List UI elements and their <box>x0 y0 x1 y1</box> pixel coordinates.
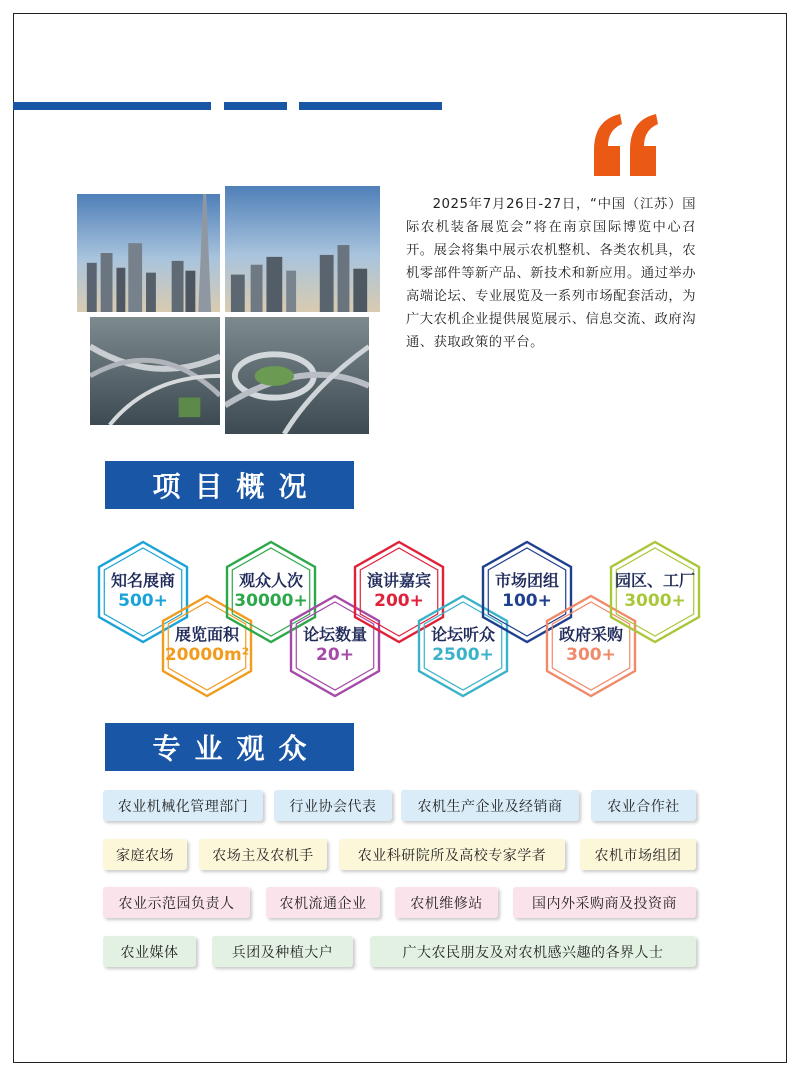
stat-label: 演讲嘉宾 <box>366 571 431 590</box>
section-title-overview: 项目概况 <box>105 461 354 509</box>
stat-label: 论坛听众 <box>430 625 495 644</box>
stat-cell <box>221 571 321 612</box>
audience-tag: 行业协会代表 <box>274 790 392 821</box>
audience-tag: 农场主及农机手 <box>199 839 327 870</box>
stat-value: 300+ <box>566 645 616 665</box>
stat-value: 500+ <box>118 591 168 611</box>
audience-tag: 家庭农场 <box>103 839 187 870</box>
stat-cell <box>605 571 705 612</box>
header-bar-2 <box>224 102 287 110</box>
stat-value: 30000+ <box>234 591 308 611</box>
audience-tag: 农业示范园负责人 <box>103 887 250 918</box>
stat-label: 园区、工厂 <box>614 571 695 590</box>
opening-quote-icon <box>590 110 662 180</box>
stat-cell <box>541 625 641 666</box>
audience-tag: 农机维修站 <box>395 887 498 918</box>
stat-label: 展览面积 <box>174 625 239 644</box>
audience-tag: 兵团及种植大户 <box>212 936 353 967</box>
stat-cell <box>413 625 513 666</box>
audience-tag: 农业合作社 <box>591 790 696 821</box>
stat-cell <box>93 571 193 612</box>
audience-tag: 国内外采购商及投资商 <box>513 887 696 918</box>
stat-label: 政府采购 <box>558 625 623 644</box>
stat-label: 市场团组 <box>494 571 559 590</box>
audience-tag: 农机市场组团 <box>580 839 696 870</box>
stat-label: 知名展商 <box>110 571 175 590</box>
stat-cell <box>157 625 257 666</box>
header-bar-1 <box>13 102 211 110</box>
city-photo-tile-2 <box>224 185 381 313</box>
stat-cell <box>349 571 449 612</box>
intro-paragraph: 2025年7月26日-27日，“中国（江苏）国际农机装备展览会”将在南京国际博览中心召开。展会将集中展示农机整机、各类农机具，农机零部件等新产品、新技术和新应用。通过举办高端论坛、专业展览及一系列市场配套活动，为广大农机企业提供展览展示、信息交流、政府沟通、获取政策的平台。 <box>406 197 696 350</box>
section-title-audience: 专业观众 <box>105 723 354 771</box>
stat-value: 2500+ <box>432 645 494 665</box>
city-photo-tile-3 <box>89 316 221 426</box>
hexagon-outlines <box>95 538 710 708</box>
stat-cell <box>285 625 385 666</box>
city-photo-tile-4 <box>224 316 370 435</box>
stats-hexagon-grid <box>95 538 710 708</box>
audience-tag: 广大农民朋友及对农机感兴趣的各界人士 <box>370 936 696 967</box>
stat-value: 20000m² <box>164 645 250 665</box>
stat-value: 3000+ <box>624 591 686 611</box>
stat-value: 200+ <box>374 591 424 611</box>
stat-label: 论坛数量 <box>302 625 367 644</box>
city-photo-tile-1 <box>76 193 221 313</box>
header-bar-3 <box>299 102 442 110</box>
stat-value: 100+ <box>502 591 552 611</box>
stat-label: 观众人次 <box>238 571 303 590</box>
audience-tag: 农业科研院所及高校专家学者 <box>339 839 565 870</box>
audience-tag: 农机流通企业 <box>266 887 380 918</box>
audience-tag: 农业机械化管理部门 <box>103 790 263 821</box>
stat-cell <box>477 571 577 612</box>
audience-tag: 农机生产企业及经销商 <box>401 790 579 821</box>
stat-value: 20+ <box>316 645 354 665</box>
audience-tag: 农业媒体 <box>103 936 196 967</box>
